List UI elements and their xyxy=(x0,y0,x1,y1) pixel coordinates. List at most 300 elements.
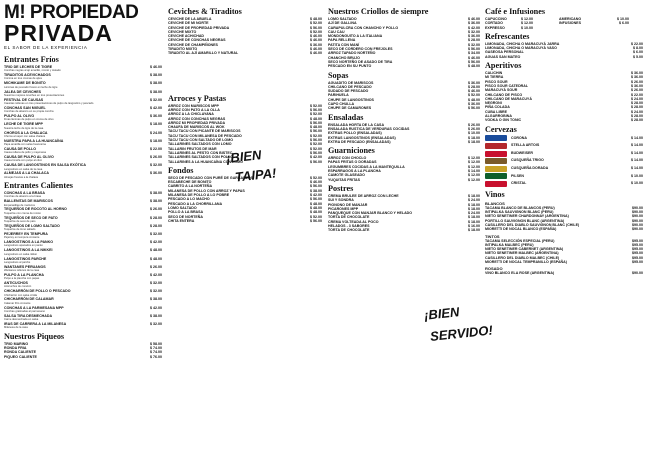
menu-item-name: TEQUEÑOS DE SECO DE PATO xyxy=(4,215,58,220)
wine-name: NIETO SENETINER CHARDONNAY (ARGENTINA) xyxy=(485,214,569,219)
menu-item-price: $ 36.00 xyxy=(468,34,480,39)
menu-item-description: Causa rellena de pollo y mayonesa xyxy=(4,151,46,155)
menu-item-price: $ 46.00 xyxy=(150,65,162,69)
menu-item-name: CEVICHE DE PROPIEDAD PRIVADA xyxy=(168,25,230,30)
logo-line1: M! PROPIEDAD xyxy=(4,2,139,23)
menu-item-price: $ 36.00 xyxy=(631,71,643,76)
menu-item-name: TEQUEÑOS DE LOMO SALTADO xyxy=(4,223,60,228)
menu-item-price: $ 26.00 xyxy=(468,122,480,127)
menu-item-price: $ 32.00 xyxy=(150,322,162,327)
wine-price: $90.00 xyxy=(632,218,643,223)
menu-item-price: $ 32.00 xyxy=(150,163,162,168)
menu-item-price: $ 56.00 xyxy=(310,120,322,125)
beer-name: CUSQUEÑA TRIGO xyxy=(511,158,544,163)
menu-item-name: TACU TACU CON MILANESA DE PESCADO xyxy=(168,133,242,138)
section-title: Ensaladas xyxy=(328,112,364,122)
menu-item-name: LECHE DE TIGRE MPP xyxy=(4,122,43,127)
wine-name: CASILLERO DEL DIABLO MALBEC (CHILE) xyxy=(485,255,560,260)
beer-name: BUDWEISER xyxy=(511,150,533,155)
menu-item-price: $ 38.00 xyxy=(150,297,162,302)
menu-item-description: Conchas gratinadas al parmesano xyxy=(4,309,45,313)
menu-item-price: $ 12.00 xyxy=(468,173,480,178)
menu-item-price: $ 22.00 xyxy=(150,146,162,151)
menu-item-price: $ 46.00 xyxy=(310,180,322,185)
menu-item-price: $ 42.00 xyxy=(150,105,162,110)
section-title: Cervezas xyxy=(485,124,517,134)
menu-item-price: $ 76.00 xyxy=(150,354,162,359)
menu-item-price: $ 56.00 xyxy=(310,129,322,134)
menu-item-price: $ 56.00 xyxy=(468,59,480,64)
menu-item-name: HELADOS - 3 SABORES xyxy=(328,223,370,228)
menu-item-name: AGUADITO DE MARISCOS xyxy=(328,80,374,85)
coffee-price: $ 12.00 xyxy=(521,17,533,21)
menu-item-price: $ 34.00 xyxy=(468,51,480,56)
menu-item-name: CAUSA DE POLLO xyxy=(4,146,37,151)
menu-item-name: CEVICHE DE LA ABUELA xyxy=(168,17,212,21)
menu-item xyxy=(328,228,480,232)
menu-item-description: Wantanes rellenos de la casa xyxy=(4,269,40,273)
menu-item-price: $ 42.00 xyxy=(310,155,322,160)
menu-item-price: $ 32.00 xyxy=(150,289,162,294)
menu-item-name: CONCHAS SAN MIGUEL xyxy=(4,105,46,110)
menu-item-name: ARROZ CON MARISCOS MPP xyxy=(168,103,219,108)
menu-item-name: CEVICHE ACHICHAD xyxy=(168,34,205,39)
wine-name: MIORETTI DE NOCAL BLANCO (ESPAÑA) xyxy=(485,227,557,232)
menu-item-name: CHAUFA DE MARISCOS AL WOK xyxy=(168,125,225,130)
menu-item-description: Anticuchos de corazón xyxy=(4,285,32,289)
menu-item-description: Milanesa de la casa xyxy=(4,326,28,330)
menu-item-price: $ 36.00 xyxy=(631,75,643,80)
menu-item-description: Pulpo a la plancha con papas xyxy=(4,277,40,281)
menu-item-name: TORTA DE CHOCOLATE xyxy=(328,228,370,233)
menu-item-price: $ 46.00 xyxy=(310,34,322,39)
menu-item-price: $ 5.00 xyxy=(633,54,643,59)
menu-item-price: $ 22.00 xyxy=(631,92,643,97)
menu-item-name: CAUSA DE PULPO AL OLIVO xyxy=(4,155,54,160)
menu-item-name: CREMA BRULEE DE ARROZ CON LECHE xyxy=(328,193,399,198)
wine-price: $95.00 xyxy=(632,238,643,243)
menu-item-name: LANGOSTINOS A LA PANKO xyxy=(4,240,54,245)
menu-item-name: CHILCANO DE PESCADO xyxy=(328,84,372,89)
menu-item-price: $ 32.00 xyxy=(150,97,162,102)
menu-item-price: $ 38.00 xyxy=(150,89,162,94)
menu-item-name: NUESTRA PAPA A LA HUANCAÍNA xyxy=(4,138,64,143)
wine-price: $95.00 xyxy=(632,251,643,256)
menu-item-price: $ 36.00 xyxy=(468,21,480,26)
menu-item-price: $ 38.00 xyxy=(150,81,162,86)
wine-name: NIETO SENETINER CABERNET (ARGENTINA) xyxy=(485,247,564,252)
menu-item-name: ARROZ MI PROPIEDAD PRIVADA xyxy=(168,120,226,125)
menu-item-name: CEVICHE DE CHAMPIÑONES xyxy=(168,42,218,47)
menu-item-price: $ 48.00 xyxy=(310,201,322,206)
menu-item-price: $ 26.00 xyxy=(150,155,162,160)
menu-item-price: $ 32.00 xyxy=(468,42,480,47)
coffee-name: CORTADO xyxy=(485,21,503,26)
menu-item-description: Calamar frito crocante xyxy=(4,301,31,305)
menu-item-description: Tequeños con crema de rocoto xyxy=(4,211,41,215)
beer-item xyxy=(485,165,643,173)
menu-item-description: Langostinos apanados en panko xyxy=(4,244,43,248)
menu-item-name: TIRADITO MIXTO xyxy=(168,47,198,52)
section-title: Refrescantes xyxy=(485,31,530,41)
wine-price: $90.00 xyxy=(632,214,643,219)
menu-item-name: PAPAS FRITAS O DORADAS xyxy=(328,160,377,165)
menu-item-price: $ 52.00 xyxy=(310,112,322,117)
menu-item-name: TEQUEÑOS DE ROCOTO AL HORNO xyxy=(4,207,67,212)
beer-price: $ 14.00 xyxy=(631,166,643,171)
beer-logo-icon xyxy=(485,173,507,179)
section-title: Arroces y Pastas xyxy=(168,93,227,103)
menu-item-price: $ 24.00 xyxy=(468,211,480,216)
menu-item-price: $ 38.00 xyxy=(150,191,162,196)
section-title: Nuestros Criollos de siempre xyxy=(328,7,429,16)
menu-item-name: ALGARROBINA xyxy=(485,114,512,119)
menu-item-price: $ 14.00 xyxy=(468,169,480,174)
stamp-bien-2: ¡BIEN xyxy=(423,304,461,323)
menu-item-name: MILANESA DE POLLO A LO POBRE xyxy=(168,193,230,198)
beer-name: STELLA ARTOIS xyxy=(511,143,540,148)
menu-item-name: CHILCANO DE MARACUYÁ xyxy=(485,96,532,101)
menu-item-name: PICARONES MPP xyxy=(328,206,359,211)
menu-item xyxy=(328,106,480,110)
menu-item-name: POLLO A LA BRASA xyxy=(168,210,204,215)
menu-item-price: $ 42.00 xyxy=(150,305,162,310)
section-title: Vinos xyxy=(485,189,505,199)
menu-item-name: CHANCHO BRUJO xyxy=(328,55,360,60)
menu-item-price: $ 26.00 xyxy=(631,88,643,93)
beer-item xyxy=(485,150,643,158)
menu-item-name: ARROZ CON CONCHAS NEGRAS xyxy=(168,116,226,121)
menu-item-price: $ 26.00 xyxy=(468,126,480,131)
menu-item-price: $ 28.00 xyxy=(631,114,643,119)
beer-item xyxy=(485,135,643,143)
menu-item-price: $ 18.00 xyxy=(468,215,480,220)
menu-item-description: Empanaditas de mariscos xyxy=(4,203,35,207)
menu-item-price: $ 24.00 xyxy=(150,130,162,135)
menu-item-price: $ 36.00 xyxy=(631,83,643,88)
menu-item-name: EXTRAS LANGOSTINOS (ENSALADAS) xyxy=(328,135,396,140)
wine-name: CASILLERO DEL DIABLO SAUVIGNON BLANC (CHILE) xyxy=(485,222,580,227)
menu-item-name: NEGRONI xyxy=(485,101,502,106)
menu-item-price: $ 42.00 xyxy=(310,193,322,198)
menu-item-name: TORTA DE CHOCOLATE xyxy=(328,215,370,220)
menu-item-price: $ 52.00 xyxy=(310,142,322,147)
section-title: Guarniciones xyxy=(328,146,375,156)
menu-item-price: $ 48.00 xyxy=(150,248,162,253)
menu-item-price: $ 56.00 xyxy=(310,150,322,155)
menu-item-price: $ 58.00 xyxy=(150,341,162,346)
menu-item-price: $ 8.00 xyxy=(633,46,643,51)
menu-item-name: MICHIKAME DE BONITO xyxy=(4,81,46,86)
menu-item-price: $ 48.00 xyxy=(310,17,322,21)
wine-price: $90.00 xyxy=(632,222,643,227)
menu-item-name: CHOROS A LA CHALACA xyxy=(4,130,48,135)
menu-item-price: $ 10.00 xyxy=(468,131,480,136)
menu-item-price: $ 38.00 xyxy=(150,199,162,204)
menu-item-description: Carne desmechada en salsa xyxy=(4,318,39,322)
section-title: Aperitivos xyxy=(485,61,522,71)
menu-item-price: $ 52.00 xyxy=(310,175,322,180)
menu-item-description: Conchas de abanico en su propia concha xyxy=(4,110,54,114)
menu-item-price: $ 46.00 xyxy=(310,38,322,43)
menu-item-price: $ 56.00 xyxy=(468,47,480,52)
menu-item-name: JALEA DE CEVICHES xyxy=(4,89,42,94)
menu-item-price: $ 48.00 xyxy=(468,97,480,102)
menu-item-price: $ 56.00 xyxy=(310,25,322,30)
menu-item-price: $ 22.00 xyxy=(631,41,643,46)
menu-item-name: ENSALADA RUSTICA DE VERDURAS COCIDAS xyxy=(328,126,410,131)
logo-tagline: EL SABOR DE LA EXPERIENCIA xyxy=(4,45,88,50)
menu-item-description: Finas láminas de pulpo en crema de olivo xyxy=(4,118,54,122)
menu-column-1 xyxy=(4,52,162,359)
menu-item-description: Láminas de pescado fresco en leche de tigre xyxy=(4,85,58,89)
menu-item-name: MONDONGUITO A LA ITALIANA xyxy=(328,34,383,39)
menu-item-price: $ 56.00 xyxy=(310,107,322,112)
menu-item-name: TACU TACU CON PICANTE DE MARISCOS xyxy=(168,129,241,134)
menu-item-price: $ 48.00 xyxy=(310,125,322,130)
menu-item-price: $ 12.00 xyxy=(468,156,480,161)
menu-item-name: CAUSA DE LANGOSTINOS EN SALSA EXÓTICA xyxy=(4,163,86,168)
menu-item-description: Corvina en tres cremas de ajíes xyxy=(4,77,42,81)
coffee-name xyxy=(559,26,599,30)
menu-item-name: CONCHAS A LA PARMESANA MPP xyxy=(4,305,64,310)
menu-item-name: SECO DE PESCADO CON PURÉ DE GARBANZOS xyxy=(168,175,254,180)
menu-item-name: TIRADITOS ACEVICHADOS xyxy=(4,73,51,78)
beer-price: $ 14.00 xyxy=(631,158,643,163)
menu-item-name: MI TIERRA xyxy=(485,75,504,80)
beer-name: CUSQUEÑA DORADA xyxy=(511,166,549,171)
menu-item-price: $ 56.00 xyxy=(310,184,322,189)
menu-item xyxy=(485,55,643,59)
menu-item xyxy=(485,118,643,122)
wine-name: VINO BLANCO ELA ROSE (ARGENTINA) xyxy=(485,271,555,276)
menu-item-price: $ 36.00 xyxy=(468,80,480,85)
stamp-taipa: TAIPA! xyxy=(234,165,278,185)
menu-item-price: $ 32.00 xyxy=(150,281,162,286)
wine-price: $90.00 xyxy=(632,271,643,276)
menu-item-name: PIONONO DE MANJAR xyxy=(328,202,368,207)
coffee-row xyxy=(485,26,643,30)
wine-group-title: BLANCOS xyxy=(485,200,505,206)
menu-item-price: $ 28.00 xyxy=(631,105,643,110)
menu-item-price: $ 48.00 xyxy=(310,116,322,121)
menu-item-name: YUQUITAS FRITAS xyxy=(328,177,361,182)
coffee-name: EXPRESSO xyxy=(485,25,505,30)
beer-name: CORONA xyxy=(511,135,527,140)
menu-item-name: PANQUEQUE CON MANJAR BLANCO Y HELADO xyxy=(328,211,413,216)
menu-item-name: CAPO CHULLA xyxy=(328,102,355,107)
wine-item xyxy=(485,260,643,264)
section-title: Ceviches & Tiraditos xyxy=(168,7,242,16)
menu-item-name: PESCADO A LA CHORRILLANA xyxy=(168,201,223,206)
menu-item-price: $ 48.00 xyxy=(310,205,322,210)
menu-item-description: Choros al vapor con salsa chalaca xyxy=(4,134,46,138)
wine-group-title: ROSADO xyxy=(485,266,503,272)
menu-item-price: $ 28.00 xyxy=(468,84,480,89)
menu-item-name: EXTRA DE PESCADO (ENSALADAS) xyxy=(328,139,391,144)
menu-item-name: CAMOTE GLASEADO xyxy=(328,173,365,178)
menu-item-price: $ 24.00 xyxy=(468,198,480,203)
menu-item-price: $ 52.00 xyxy=(310,133,322,138)
beer-logo-icon xyxy=(485,158,507,164)
wine-price: $95.00 xyxy=(632,260,643,265)
coffee-price: $ 10.00 xyxy=(617,17,629,21)
menu-item-name: CONCHAS A LA BRASA xyxy=(4,191,45,196)
menu-item-name: TALLARINES A LA HUANCAÍNA CON LOMO xyxy=(168,159,243,164)
menu-item-name: TALLARIN FRUTOS DE MAR xyxy=(168,146,217,151)
menu-item-price: $ 16.00 xyxy=(468,223,480,228)
menu-item-name: PESCADO A LO MACHO xyxy=(168,197,210,202)
menu-item-price: $ 42.00 xyxy=(150,240,162,245)
menu-item-price: $ 52.00 xyxy=(468,93,480,98)
menu-item-name: TALLARINES AL PESTO CON BISTEC xyxy=(168,150,233,155)
menu-item-price: $ 42.00 xyxy=(468,25,480,30)
menu-item-name: LOMO SALTADO xyxy=(328,17,357,21)
menu-item-name: IRAS DE CARRERA A LA MILANESA xyxy=(4,322,67,327)
menu-item-price: $ 56.00 xyxy=(310,138,322,143)
menu-item-price: $ 18.00 xyxy=(150,122,162,127)
menu-item-price: $ 18.00 xyxy=(468,135,480,140)
menu-item-name: CARAPULCRA CON CHANCHO Y POLLO xyxy=(328,25,399,30)
menu-item-name: CEVICHE DE MI NORTE xyxy=(168,21,209,26)
menu-item xyxy=(4,355,162,359)
menu-column-4 xyxy=(485,4,643,276)
menu-item-name: ENSALADA HORTA DE LA CASA xyxy=(328,122,385,127)
restaurant-logo xyxy=(4,3,162,55)
menu-item xyxy=(328,64,480,68)
menu-item-price: $ 6.00 xyxy=(633,50,643,55)
wine-name: TACAMA SELECCIÓN ESPECIAL (PERU) xyxy=(485,238,555,243)
wine-price: $90.00 xyxy=(632,210,643,215)
wine-price: $95.00 xyxy=(632,242,643,247)
menu-item-price: $ 32.00 xyxy=(150,231,162,236)
menu-item-name: CEVICHE MIXTO xyxy=(168,29,197,34)
beer-price: $ 14.00 xyxy=(631,143,643,148)
wine-name: NIETO SENETINER MALBEC (ARGENTINA) xyxy=(485,251,559,256)
menu-item-price: $ 36.00 xyxy=(310,42,322,47)
menu-item-description: Tequeños de seco de pato xyxy=(4,219,36,223)
menu-item-price: $ 74.00 xyxy=(150,350,162,355)
menu-item-name: PAPA RELLENA xyxy=(328,38,356,43)
menu-item-description: Conchas de abanico a la brasa xyxy=(4,195,42,199)
menu-item-name: LIMONADA, CHICHA O MARACUYÁ JARRA xyxy=(485,41,560,46)
menu-item-price: $ 56.00 xyxy=(468,106,480,111)
menu-item-name: LEGUMBRES COCIDAS A LA MANTEQUILLA xyxy=(328,164,405,169)
menu-item-price: $ 28.00 xyxy=(631,118,643,123)
beer-logo-icon xyxy=(485,143,507,149)
beer-item xyxy=(485,173,643,181)
menu-item-price: $ 28.00 xyxy=(150,215,162,220)
menu-item-name: EXTRAS POLLO (ENSALADAS) xyxy=(328,131,382,136)
menu-item xyxy=(168,51,322,55)
menu-item-description: Almejas frescas a la chalaca xyxy=(4,175,39,179)
menu-item-price: $ 56.00 xyxy=(310,218,322,223)
menu-item-description: Pejerrey en tempura crocante xyxy=(4,236,40,240)
menu-item-name: LANGOSTINOS A LA NIKKEI xyxy=(4,248,53,253)
menu-item-price: $ 28.00 xyxy=(150,223,162,228)
menu-item-price: $ 36.00 xyxy=(468,102,480,107)
menu-item-price: $ 32.00 xyxy=(468,29,480,34)
menu-item-name: TALLARINES SALTADOS CON LOMO xyxy=(168,142,232,147)
menu-item-name: CHITA ENTERA xyxy=(168,218,195,223)
menu-item-price: $ 18.00 xyxy=(468,139,480,144)
menu-item-name: LANGOSTINOS PARCHE xyxy=(4,256,47,261)
section-title: Fondos xyxy=(168,165,194,175)
coffee-price: $ 12.00 xyxy=(521,21,533,26)
menu-item-price: $ 52.00 xyxy=(310,103,322,108)
menu-item-name: SUDADO DE PESCADO xyxy=(328,89,369,94)
menu-item-price: $ 74.00 xyxy=(150,345,162,350)
menu-item-name: PATITA CON MANÍ xyxy=(328,42,360,47)
beer-name: PILSEN xyxy=(511,173,524,178)
coffee-name: INFUSIONES xyxy=(559,21,581,26)
wine-name: INTIPALKA SAUVIGNON BLANC (PERU) xyxy=(485,210,554,215)
menu-item-price: $ 18.00 xyxy=(468,206,480,211)
coffee-price xyxy=(599,26,629,30)
section-title: Café e Infusiones xyxy=(485,7,546,16)
menu-item-name: CAU CAU xyxy=(328,29,345,34)
menu-item-price: $ 52.00 xyxy=(310,21,322,26)
menu-item-price: $ 12.00 xyxy=(468,160,480,165)
menu-item-name: RONDA FRIA xyxy=(4,345,27,350)
menu-item-name: LIMONADA, CHICHA O MARACUYÁ VASO xyxy=(485,46,557,51)
wine-price: $90.00 xyxy=(632,205,643,210)
coffee-name: AMERICANO xyxy=(559,17,582,21)
menu-item-price: $ 36.00 xyxy=(150,171,162,176)
beer-price: $ 10.00 xyxy=(631,173,643,178)
beer-item xyxy=(485,142,643,150)
wine-name: PORTILLO SAUVIGNON BLANC (ARGENTINA) xyxy=(485,218,565,223)
beer-logo-icon xyxy=(485,151,507,157)
menu-item-name: TACU TACU CON SALTADO DE LOMO xyxy=(168,138,234,143)
menu-item-price: $ 24.00 xyxy=(631,96,643,101)
menu-item-description: Tequeños de lomo saltado xyxy=(4,228,36,232)
menu-item-name: PULPO AL OLIVO xyxy=(4,114,35,119)
wine-name: MIORETTI DE NOCAL TEMPRANILLO (ESPAÑA) xyxy=(485,260,567,265)
menu-item-name: CUBA LIBRE xyxy=(485,109,508,114)
section-title: Nuestros Piqueos xyxy=(4,331,65,341)
menu-item-description: Nuestros mejores ceviches en tres presentaciones xyxy=(4,93,65,97)
menu-item-description: Chicharrón con salsa criolla xyxy=(4,293,38,297)
wine-item xyxy=(485,227,643,231)
beer-price: $ 14.00 xyxy=(631,150,643,155)
menu-item-name: SECO DE NORTEÑA xyxy=(168,214,203,219)
menu-column-3 xyxy=(328,4,480,233)
menu-item-price: $ 12.00 xyxy=(468,177,480,182)
menu-item-price: $ 46.00 xyxy=(468,55,480,60)
menu-item-price: $ 18.00 xyxy=(468,193,480,198)
menu-item-name: ESCABECHE DE BONITO xyxy=(168,180,212,185)
menu-item-price: $ 26.00 xyxy=(631,79,643,84)
menu-item-price: $ 52.00 xyxy=(310,146,322,151)
menu-item-name: CABRITO A LA NORTEÑA xyxy=(168,184,213,189)
wine-price: $90.00 xyxy=(632,227,643,232)
section-title: Sopas xyxy=(328,70,349,80)
menu-item xyxy=(328,140,480,144)
wine-price: $95.00 xyxy=(632,255,643,260)
menu-item-price: $ 46.00 xyxy=(310,47,322,52)
menu-item-description: Causitas rellenas en tres presentaciones de pulpo de langostino y pescado xyxy=(4,102,94,106)
menu-item-price: $ 26.00 xyxy=(150,207,162,212)
menu-item-name: RONDA CALIENTE xyxy=(4,350,37,355)
menu-item-name: ARROZ CON PATO A LA OLLA xyxy=(168,107,220,112)
menu-item-name: CALICHIN xyxy=(485,71,503,76)
menu-item-name: ARROZ TAPADO NORTEÑO xyxy=(328,51,376,56)
menu-item-name: BALLENITAS DE MARISCOS xyxy=(4,199,53,204)
menu-item-price: $ 38.00 xyxy=(150,73,162,78)
wine-name: INTIPALKA MALBEC (PERU) xyxy=(485,242,534,247)
coffee-price: $ 6.00 xyxy=(619,21,629,26)
